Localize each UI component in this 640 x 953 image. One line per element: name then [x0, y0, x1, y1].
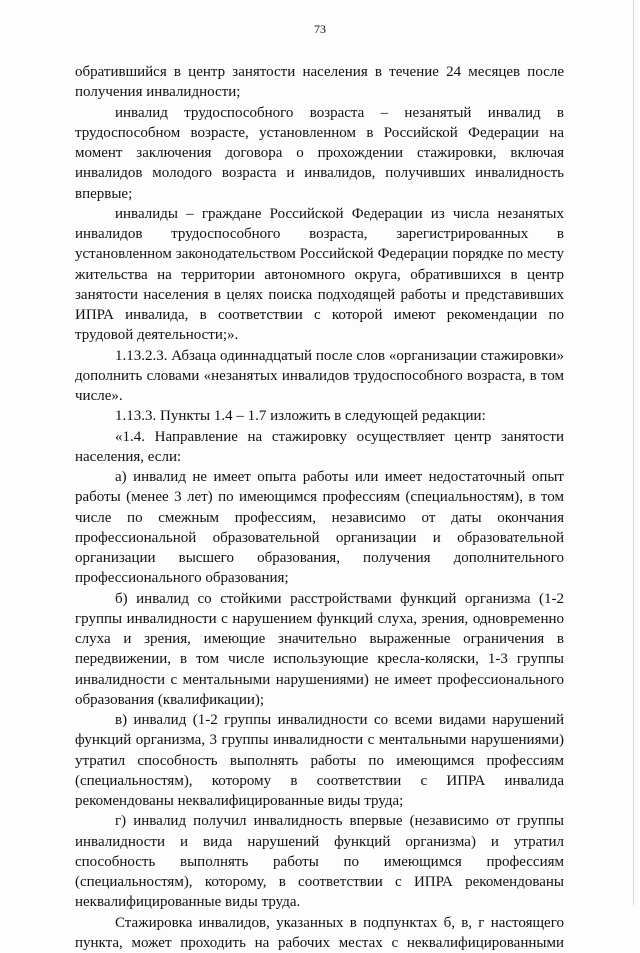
- paragraph: в) инвалид (1-2 группы инвалидности со всеми видами нарушений функций организма, 3 группы инвалидности с ментальными нарушениями) утратил способность выполнять работы по имеющимся профессиям (специальностям), которому в соответствии с ИПРА инвалида рекомендованы неквалифицированные виды труда;: [75, 710, 564, 811]
- paragraph: б) инвалид со стойкими расстройствами функций организма (1-2 группы инвалидности с нарушением функций слуха, зрения, одновременно слуха и зрения, имеющие значительно выраженные ограничения в передвижении, в том числе использующие кресла-коляски, 1-3 группы инвалидности с ментальными нарушениями) не имеет профессионального образования (квалификации);: [75, 589, 564, 711]
- paragraph: 1.13.2.3. Абзаца одиннадцатый после слов «организации стажировки» дополнить словами «незанятых инвалидов трудоспособного возраста, в том числе».: [75, 346, 564, 407]
- page-number: 73: [0, 22, 640, 37]
- paragraph: «1.4. Направление на стажировку осуществляет центр занятости населения, если:: [75, 427, 564, 468]
- paragraph: инвалид трудоспособного возраста – незанятый инвалид в трудоспособном возрасте, установленном в Российской Федерации на момент заключения договора о прохождении стажировки, включая инвалидов молодого возраста и инвалидов, получивших инвалидность впервые;: [75, 103, 564, 204]
- paragraph: Стажировка инвалидов, указанных в подпунктах б, в, г настоящего пункта, может проходить на рабочих местах с неквалифицированными: [75, 913, 564, 953]
- page-edge: [633, 0, 634, 905]
- paragraph: 1.13.3. Пункты 1.4 – 1.7 изложить в следующей редакции:: [75, 406, 564, 426]
- document-body: [75, 62, 564, 953]
- paragraph: а) инвалид не имеет опыта работы или имеет недостаточный опыт работы (менее 3 лет) по имеющимся профессиям (специальностям), в том числе по смежным профессиям, независимо от даты окончания профессиональной образовательной организации и образовательной организации высшего образования, получения дополнительного профессионального образования;: [75, 467, 564, 589]
- paragraph: обратившийся в центр занятости населения в течение 24 месяцев после получения инвалидности;: [75, 62, 564, 103]
- paragraph: г) инвалид получил инвалидность впервые (независимо от группы инвалидности и вида нарушений функций организма) и утратил способность выполнять работы по имеющимся профессиям (специальностям), которому, в соответствии с ИПРА рекомендованы неквалифицированные виды труда.: [75, 811, 564, 912]
- paragraph: инвалиды – граждане Российской Федерации из числа незанятых инвалидов трудоспособного возраста, зарегистрированных в установленном законодательством Российской Федерации порядке по месту жительства на территории автономного округа, обратившихся в центр занятости населения в целях поиска подходящей работы и представивших ИПРА инвалида, в соответствии с которой имеют рекомендации по трудовой деятельности;».: [75, 204, 564, 346]
